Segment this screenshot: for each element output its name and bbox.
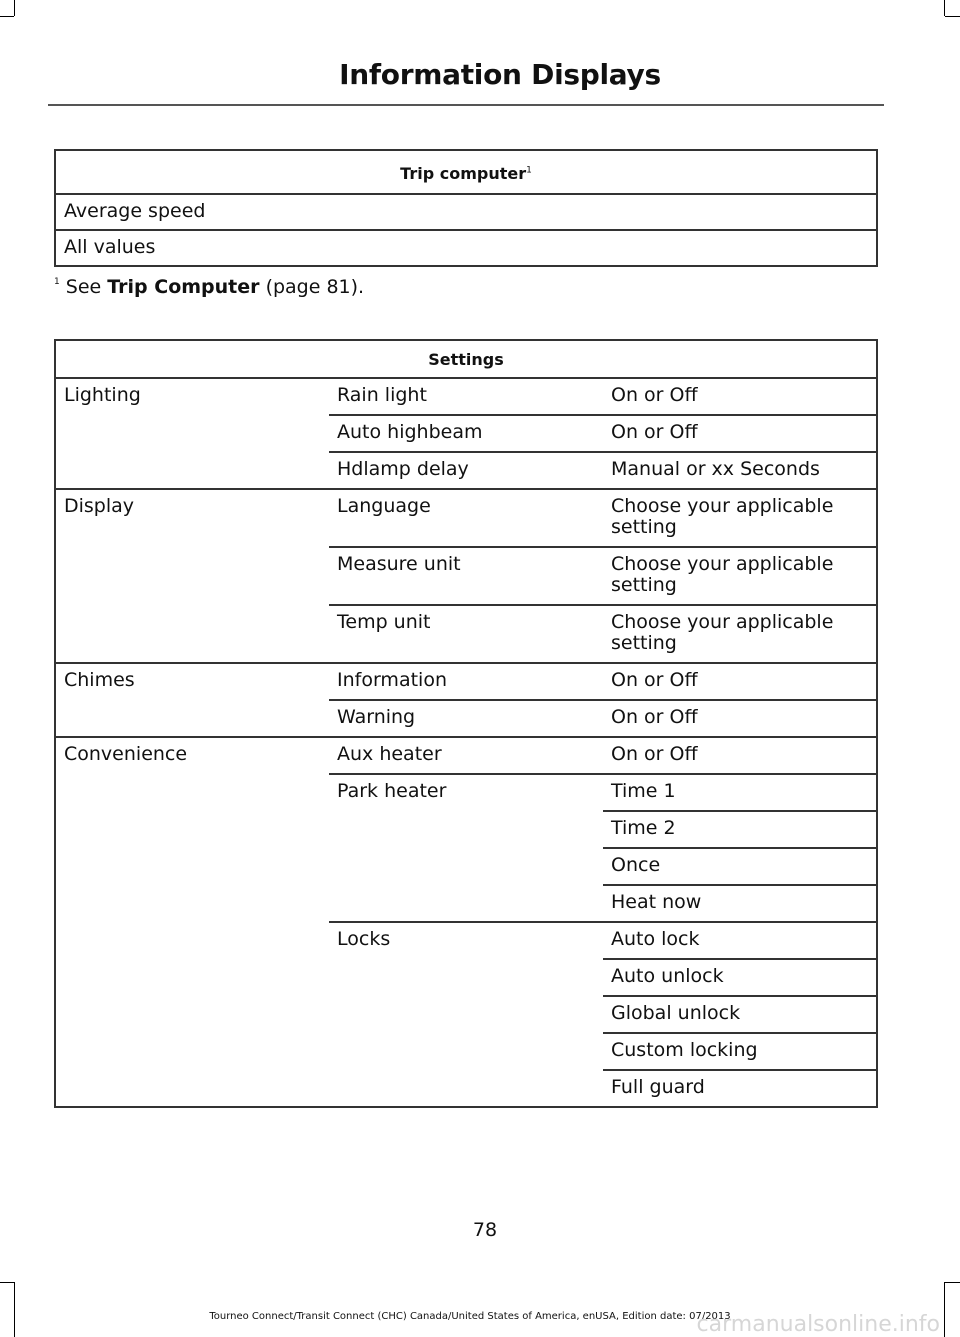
edition-footer: Tourneo Connect/Transit Connect (CHC) Canada/United States of America, enUSA, Edition date: 07/2013 [209,1311,731,1322]
settings-value-cell: Full guard [603,1070,877,1107]
settings-item-cell: Temp unit [329,605,603,663]
settings-category-cell [55,774,329,811]
settings-row [55,663,877,700]
settings-item-cell: Rain light [329,378,603,415]
settings-value-cell: Choose your applicable setting [603,489,877,547]
settings-row [55,452,877,489]
settings-value-cell: Heat now [603,885,877,922]
page-number: 78 [472,1219,498,1241]
settings-value-cell: Choose your applicable setting [603,547,877,605]
crop-mark-bottom-left-h [0,1282,14,1283]
settings-value-cell: On or Off [603,378,877,415]
settings-value-cell: On or Off [603,663,877,700]
settings-category-cell [55,959,329,996]
settings-value-cell: Once [603,848,877,885]
settings-value-cell: Time 1 [603,774,877,811]
trip-table-row: All values [55,230,877,266]
settings-row [55,547,877,605]
settings-value-cell: On or Off [603,737,877,774]
settings-item-cell: Warning [329,700,603,737]
settings-value-cell: Auto lock [603,922,877,959]
crop-mark-top-left-v [14,0,15,16]
settings-value-cell: On or Off [603,415,877,452]
settings-row [55,774,877,811]
settings-category-cell [55,885,329,922]
settings-value-cell: Global unlock [603,996,877,1033]
settings-category-cell [55,1033,329,1070]
settings-value-cell: Custom locking [603,1033,877,1070]
settings-value-cell: Time 2 [603,811,877,848]
settings-item-cell [329,959,603,996]
settings-item-cell: Park heater [329,774,603,811]
settings-row [55,1033,877,1070]
settings-category-cell [55,547,329,605]
settings-table [54,339,878,1108]
settings-item-cell [329,1033,603,1070]
settings-category-cell: Lighting [55,378,329,415]
settings-table-body [55,378,877,1107]
settings-category-cell: Display [55,489,329,547]
settings-category-cell: Convenience [55,737,329,774]
settings-item-cell: Aux heater [329,737,603,774]
trip-table-heading [55,150,877,194]
settings-row [55,996,877,1033]
settings-category-cell [55,700,329,737]
settings-item-cell: Language [329,489,603,547]
footnote-suffix: (page 81). [265,276,365,298]
trip-table-heading-text: Trip computer [400,164,527,183]
settings-category-cell [55,996,329,1033]
crop-mark-top-left-h [0,16,14,17]
settings-value-cell: On or Off [603,700,877,737]
settings-row [55,415,877,452]
settings-item-cell: Information [329,663,603,700]
crop-mark-top-right-v [944,0,945,16]
footnote-marker: 1 [54,276,60,287]
settings-item-cell [329,811,603,848]
watermark: carmanualsonline.info [696,1312,940,1337]
settings-value-cell: Choose your applicable setting [603,605,877,663]
settings-table-heading: Settings [55,340,877,378]
settings-category-cell [55,848,329,885]
settings-category-cell [55,811,329,848]
trip-table-row: Average speed [55,194,877,230]
settings-item-cell [329,1070,603,1107]
settings-row [55,1070,877,1107]
settings-row [55,378,877,415]
settings-row [55,489,877,547]
settings-row [55,700,877,737]
settings-item-cell: Locks [329,922,603,959]
settings-item-cell: Auto highbeam [329,415,603,452]
settings-category-cell [55,1070,329,1107]
footnote-link-trip-computer[interactable]: Trip Computer [107,276,260,298]
settings-value-cell: Auto unlock [603,959,877,996]
footnote-prefix: See [65,276,102,298]
settings-item-cell [329,885,603,922]
title-divider [48,104,884,106]
crop-mark-bottom-right-h [945,1282,960,1283]
settings-category-cell: Chimes [55,663,329,700]
trip-table-heading-footnote-marker: 1 [526,165,532,176]
trip-computer-table [54,149,878,267]
crop-mark-bottom-left-v [14,1282,15,1337]
settings-category-cell [55,922,329,959]
settings-value-cell: Manual or xx Seconds [603,452,877,489]
settings-item-cell [329,996,603,1033]
settings-category-cell [55,452,329,489]
settings-row [55,811,877,848]
settings-row [55,737,877,774]
settings-row [55,959,877,996]
page-title: Information Displays [339,58,661,91]
settings-item-cell: Measure unit [329,547,603,605]
settings-item-cell: Hdlamp delay [329,452,603,489]
settings-row [55,605,877,663]
crop-mark-bottom-right-v [944,1282,945,1337]
settings-category-cell [55,415,329,452]
footnote [54,276,364,298]
crop-mark-top-right-h [945,16,960,17]
settings-category-cell [55,605,329,663]
settings-row [55,885,877,922]
settings-item-cell [329,848,603,885]
settings-row [55,848,877,885]
settings-row [55,922,877,959]
